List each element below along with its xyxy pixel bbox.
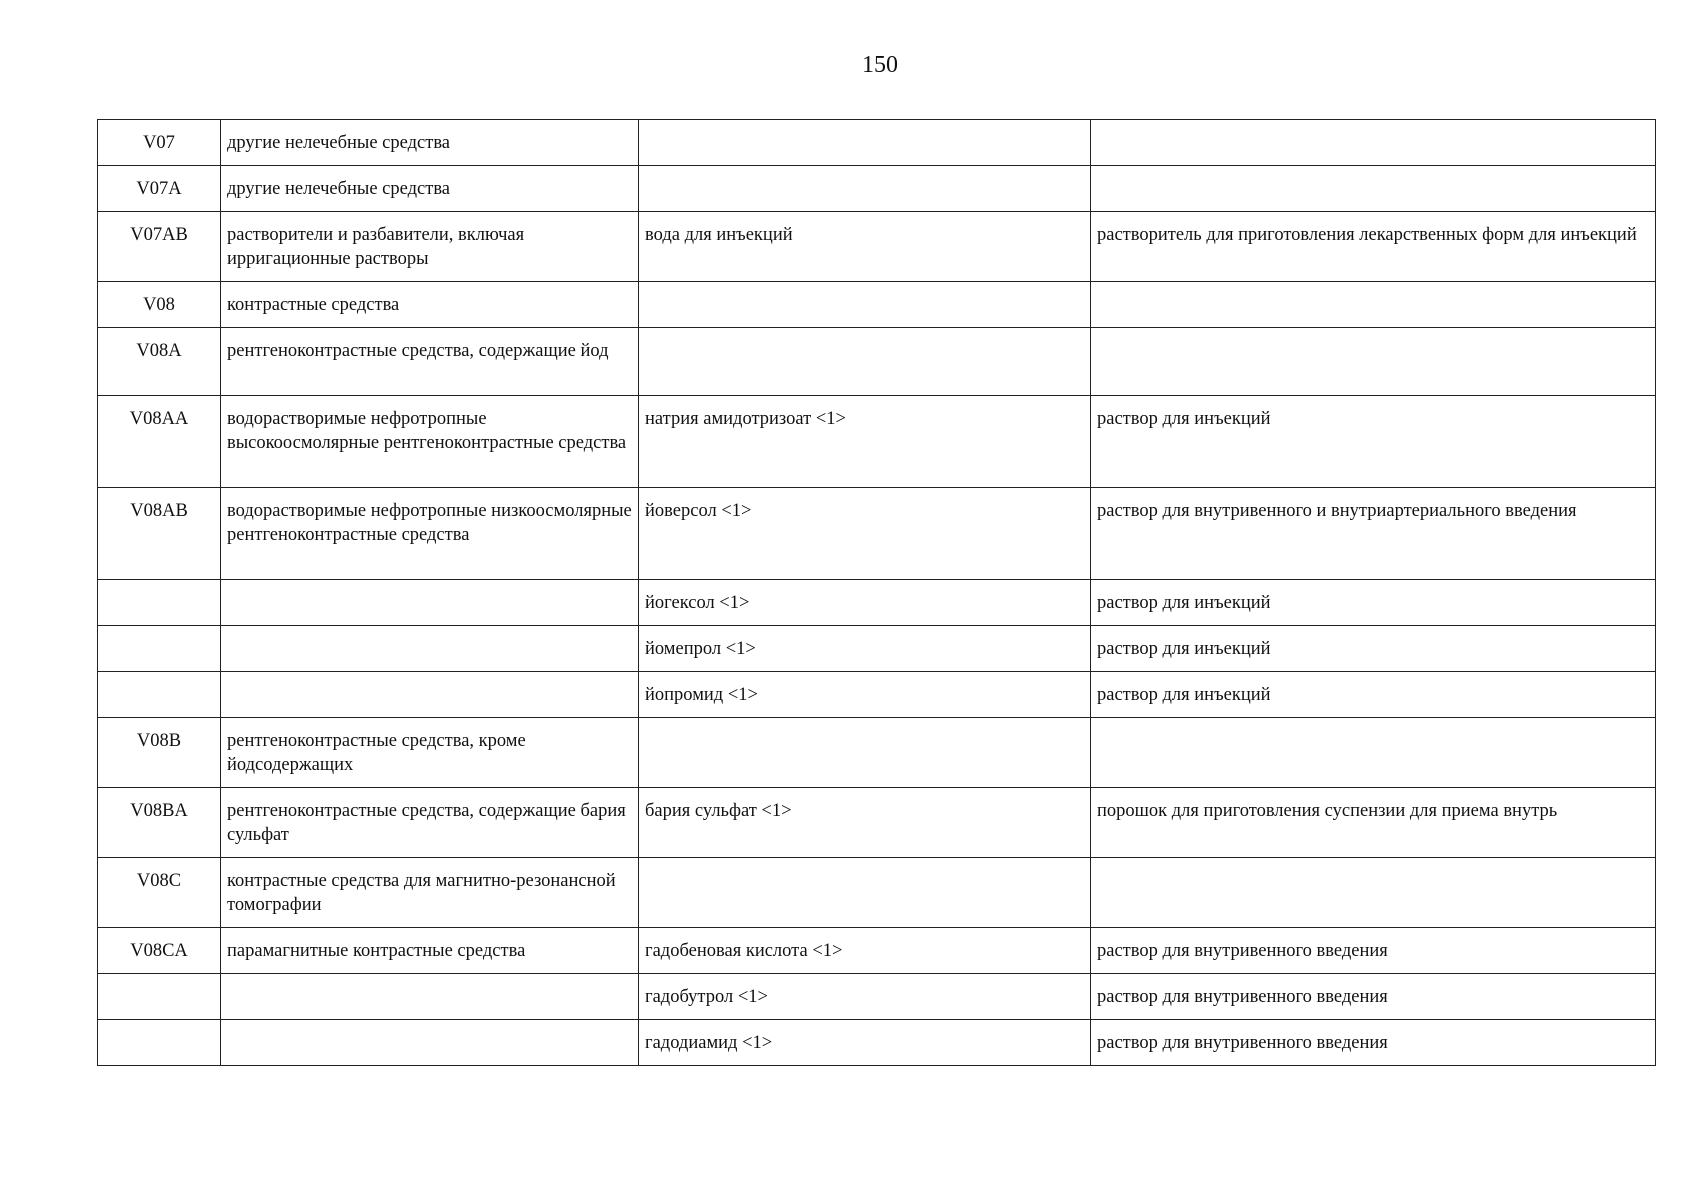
table-row [98,974,1656,1020]
drug-cell: гадобутрол <1> [639,974,1091,1020]
drug-cell: гадобеновая кислота <1> [639,928,1091,974]
dosage-form-cell: раствор для инъекций [1091,396,1656,488]
group-cell: водорастворимые нефротропные низкоосмолярные рентгеноконтрастные средства [221,488,639,580]
dosage-form-cell [1091,166,1656,212]
drug-cell: гадодиамид <1> [639,1020,1091,1066]
table-row [98,718,1656,788]
dosage-form-cell [1091,282,1656,328]
drug-cell [639,858,1091,928]
atc-code-cell [98,626,221,672]
dosage-form-cell [1091,120,1656,166]
dosage-form-cell [1091,328,1656,396]
atc-code-cell: V08BA [98,788,221,858]
table-row [98,120,1656,166]
table-row [98,928,1656,974]
group-cell: водорастворимые нефротропные высокоосмолярные рентгеноконтрастные средства [221,396,639,488]
atc-code-cell: V07A [98,166,221,212]
group-cell: растворители и разбавители, включая ирригационные растворы [221,212,639,282]
table-row [98,672,1656,718]
drug-cell: йоверсол <1> [639,488,1091,580]
group-cell: другие нелечебные средства [221,166,639,212]
table-row [98,858,1656,928]
atc-code-cell: V07AB [98,212,221,282]
dosage-form-cell: раствор для инъекций [1091,672,1656,718]
atc-code-cell [98,1020,221,1066]
group-cell [221,672,639,718]
atc-code-cell: V08C [98,858,221,928]
atc-code-cell: V08A [98,328,221,396]
group-cell: рентгеноконтрастные средства, содержащие бария сульфат [221,788,639,858]
atc-code-cell: V08AB [98,488,221,580]
dosage-form-cell: раствор для инъекций [1091,580,1656,626]
dosage-form-cell: растворитель для приготовления лекарственных форм для инъекций [1091,212,1656,282]
table-row [98,282,1656,328]
atc-code-cell [98,672,221,718]
group-cell: контрастные средства [221,282,639,328]
dosage-form-cell: раствор для внутривенного введения [1091,1020,1656,1066]
drug-cell [639,282,1091,328]
group-cell: рентгеноконтрастные средства, содержащие йод [221,328,639,396]
atc-code-cell: V08 [98,282,221,328]
atc-code-cell: V08AA [98,396,221,488]
dosage-form-cell [1091,858,1656,928]
group-cell [221,974,639,1020]
atc-code-cell: V07 [98,120,221,166]
group-cell: другие нелечебные средства [221,120,639,166]
page-number: 150 [862,52,898,78]
drug-cell [639,166,1091,212]
group-cell: рентгеноконтрастные средства, кроме йодсодержащих [221,718,639,788]
drug-table [97,119,1656,1066]
atc-code-cell [98,974,221,1020]
drug-cell: натрия амидотризоат <1> [639,396,1091,488]
dosage-form-cell [1091,718,1656,788]
dosage-form-cell: раствор для внутривенного введения [1091,974,1656,1020]
table-row [98,166,1656,212]
dosage-form-cell: раствор для внутривенного введения [1091,928,1656,974]
drug-cell: йомепрол <1> [639,626,1091,672]
table-row [98,626,1656,672]
atc-code-cell [98,580,221,626]
dosage-form-cell: порошок для приготовления суспензии для приема внутрь [1091,788,1656,858]
dosage-form-cell: раствор для внутривенного и внутриартериального введения [1091,488,1656,580]
drug-cell: йопромид <1> [639,672,1091,718]
atc-code-cell: V08CA [98,928,221,974]
drug-cell: бария сульфат <1> [639,788,1091,858]
atc-code-cell: V08B [98,718,221,788]
table-row [98,1020,1656,1066]
drug-cell [639,120,1091,166]
table-row [98,580,1656,626]
table-row [98,788,1656,858]
table-row [98,396,1656,488]
group-cell [221,626,639,672]
drug-cell [639,718,1091,788]
drug-cell [639,328,1091,396]
drug-cell: йогексол <1> [639,580,1091,626]
group-cell: контрастные средства для магнитно-резонансной томографии [221,858,639,928]
group-cell: парамагнитные контрастные средства [221,928,639,974]
table-row [98,328,1656,396]
group-cell [221,580,639,626]
drug-cell: вода для инъекций [639,212,1091,282]
group-cell [221,1020,639,1066]
table-row [98,488,1656,580]
table-row [98,212,1656,282]
dosage-form-cell: раствор для инъекций [1091,626,1656,672]
